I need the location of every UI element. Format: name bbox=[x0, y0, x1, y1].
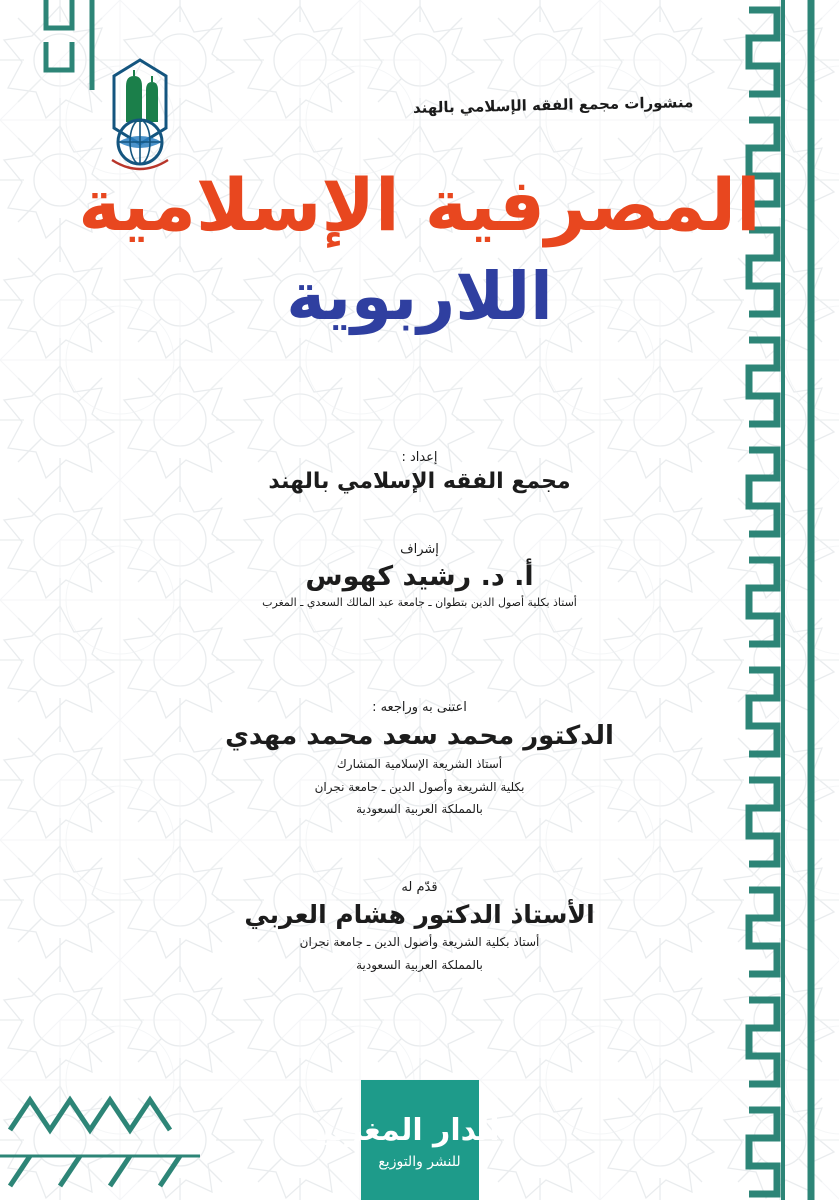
book-title-line-2: اللاربوية bbox=[286, 258, 553, 335]
publisher-logo-subtitle: للنشر والتوزيع bbox=[378, 1154, 461, 1170]
preparation-label: إعداد : bbox=[401, 450, 438, 465]
review-label: اعتنى به وراجعه : bbox=[372, 700, 467, 715]
publisher-logo bbox=[303, 1050, 500, 1200]
institute-logo bbox=[92, 56, 188, 176]
foreword-block bbox=[0, 880, 839, 974]
publisher-imprint-line: منشورات مجمع الفقه الإسلامي بالهند bbox=[412, 93, 694, 117]
foreword-label: قدّم له bbox=[401, 880, 438, 895]
foreword-description-line-2: بالمملكة العربية السعودية bbox=[356, 957, 483, 972]
book-title-line-1: المصرفية الإسلامية bbox=[78, 163, 761, 247]
review-description-line-2: بكلية الشريعة وأصول الدين ـ جامعة نجران bbox=[314, 779, 525, 794]
review-name: الدكتور محمد سعد محمد مهدي bbox=[225, 721, 614, 751]
review-description-line-3: بالمملكة العربية السعودية bbox=[356, 802, 483, 817]
foreword-description-line-1: أستاذ بكلية الشريعة وأصول الدين ـ جامعة نجران bbox=[299, 935, 540, 949]
preparation-value: مجمع الفقه الإسلامي بالهند bbox=[268, 469, 571, 494]
supervision-name: أ. د. رشيد كهوس bbox=[305, 561, 534, 592]
credits-block bbox=[0, 450, 839, 612]
review-block bbox=[0, 700, 839, 819]
title-block bbox=[0, 160, 839, 339]
foreword-name: الأستاذ الدكتور هشام العربي bbox=[244, 900, 595, 929]
publisher-logo-name: الدار المغربية bbox=[303, 1113, 500, 1148]
bottom-ornament-left bbox=[0, 1090, 200, 1200]
supervision-label: إشراف bbox=[400, 542, 439, 557]
review-description-line-1: أستاذ الشريعة الإسلامية المشارك bbox=[336, 757, 503, 771]
supervision-description: أستاذ بكلية أصول الدين بتطوان ـ جامعة عبد المالك السعدي ـ المغرب bbox=[262, 596, 577, 609]
